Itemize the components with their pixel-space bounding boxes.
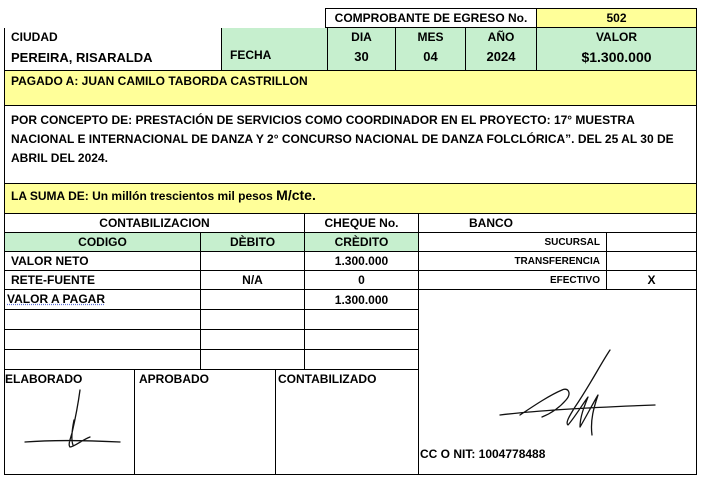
empty-cell [305, 330, 419, 350]
empty-cell [4, 350, 201, 370]
table-row [4, 290, 201, 310]
col-code-label: CODIGO [78, 235, 127, 249]
beneficiary-signature-drawing [480, 345, 660, 445]
transfer-label-cell [419, 252, 607, 271]
amount-cell [537, 28, 697, 71]
year-value: 2024 [486, 48, 516, 64]
empty-cell [4, 330, 201, 350]
prepared-signature-drawing [20, 385, 130, 455]
row-code: VALOR A PAGAR [7, 292, 105, 306]
empty-cell [201, 310, 305, 330]
concept-text: POR CONCEPTO DE: PRESTACIÓN DE SERVICIOS COMO COORDINADOR EN EL PROYECTO: 17° MUESTRA NACIONAL E INTERNACIONAL DE DANZA Y 2° CONCURSO NACIONAL DE DANZA FOLCLÓRICA”. DEL 25 AL 30 DE ABRIL DEL 2024. [11, 113, 674, 165]
row-credit: 0 [358, 273, 365, 287]
table-row [4, 252, 201, 271]
day-cell [328, 28, 396, 71]
approved-label: APROBADO [139, 372, 210, 386]
voucher-title: COMPROBANTE DE EGRESO No. [334, 11, 528, 25]
approved-box [135, 370, 276, 475]
voucher-number: 502 [606, 11, 627, 25]
sum-text: LA SUMA DE: Un millón trescientos mil pesos [11, 189, 277, 203]
sucursal-value-cell [607, 233, 697, 252]
empty-cell [305, 350, 419, 370]
amount-value: $1.300.000 [581, 49, 652, 65]
city-cell [4, 28, 222, 71]
id-line: CC O NIT: 1004778488 [420, 447, 546, 461]
cash-label-cell [419, 271, 607, 290]
year-label: AÑO [487, 29, 515, 44]
accounted-box [276, 370, 419, 475]
row-credit-cell [305, 271, 419, 290]
cheque-label-cell [305, 214, 419, 233]
row-credit-cell [305, 252, 419, 271]
voucher-title-cell [325, 8, 537, 28]
bank-label: BANCO [469, 216, 513, 230]
sucursal-label-cell [419, 233, 607, 252]
cheque-label: CHEQUE No. [324, 216, 399, 230]
empty-cell [201, 330, 305, 350]
prepared-label: ELABORADO [5, 372, 83, 386]
transfer-label: TRANSFERENCIA [514, 255, 600, 267]
accounting-title: CONTABILIZACION [99, 216, 210, 230]
row-credit: 1.300.000 [334, 292, 389, 307]
bank-cell [419, 214, 697, 233]
row-credit-cell [305, 290, 419, 310]
day-value: 30 [354, 48, 369, 64]
cash-value-cell [607, 271, 697, 290]
row-debit-cell [201, 290, 305, 310]
row-code: VALOR NETO [11, 254, 89, 268]
amount-label: VALOR [595, 29, 638, 44]
empty-cell [201, 350, 305, 370]
month-cell [396, 28, 466, 71]
concept-cell [4, 106, 697, 184]
date-label: FECHA [230, 48, 272, 62]
col-debit-label: DÈBITO [229, 235, 276, 249]
sucursal-label: SUCURSAL [544, 236, 600, 248]
empty-cell [305, 310, 419, 330]
row-code: RETE-FUENTE [11, 273, 95, 287]
month-label: MES [417, 29, 444, 44]
date-label-cell [222, 28, 328, 71]
cash-mark: X [647, 273, 656, 287]
city-label: CIUDAD [11, 30, 58, 44]
paid-to-cell [4, 71, 697, 106]
sum-suffix: M/cte. [276, 187, 316, 203]
row-debit: N/A [242, 273, 263, 287]
accounted-label: CONTABILIZADO [278, 372, 377, 386]
row-debit-cell [201, 271, 305, 290]
col-credit-label: CRÈDITO [334, 235, 389, 249]
sum-cell [4, 184, 697, 214]
empty-cell [4, 310, 201, 330]
voucher-number-cell [537, 8, 697, 28]
transfer-value-cell [607, 252, 697, 271]
year-cell [466, 28, 537, 71]
col-debit-header [201, 233, 305, 252]
city-value: PEREIRA, RISARALDA [11, 50, 153, 65]
accounting-title-cell [4, 214, 305, 233]
day-label: DIA [351, 29, 372, 44]
row-credit: 1.300.000 [334, 254, 389, 268]
col-code-header [4, 233, 201, 252]
cash-label: EFECTIVO [549, 274, 600, 286]
row-debit-cell [201, 252, 305, 271]
paid-to: PAGADO A: JUAN CAMILO TABORDA CASTRILLON [11, 74, 308, 88]
col-credit-header [305, 233, 419, 252]
month-value: 04 [423, 48, 438, 64]
table-row [4, 271, 201, 290]
